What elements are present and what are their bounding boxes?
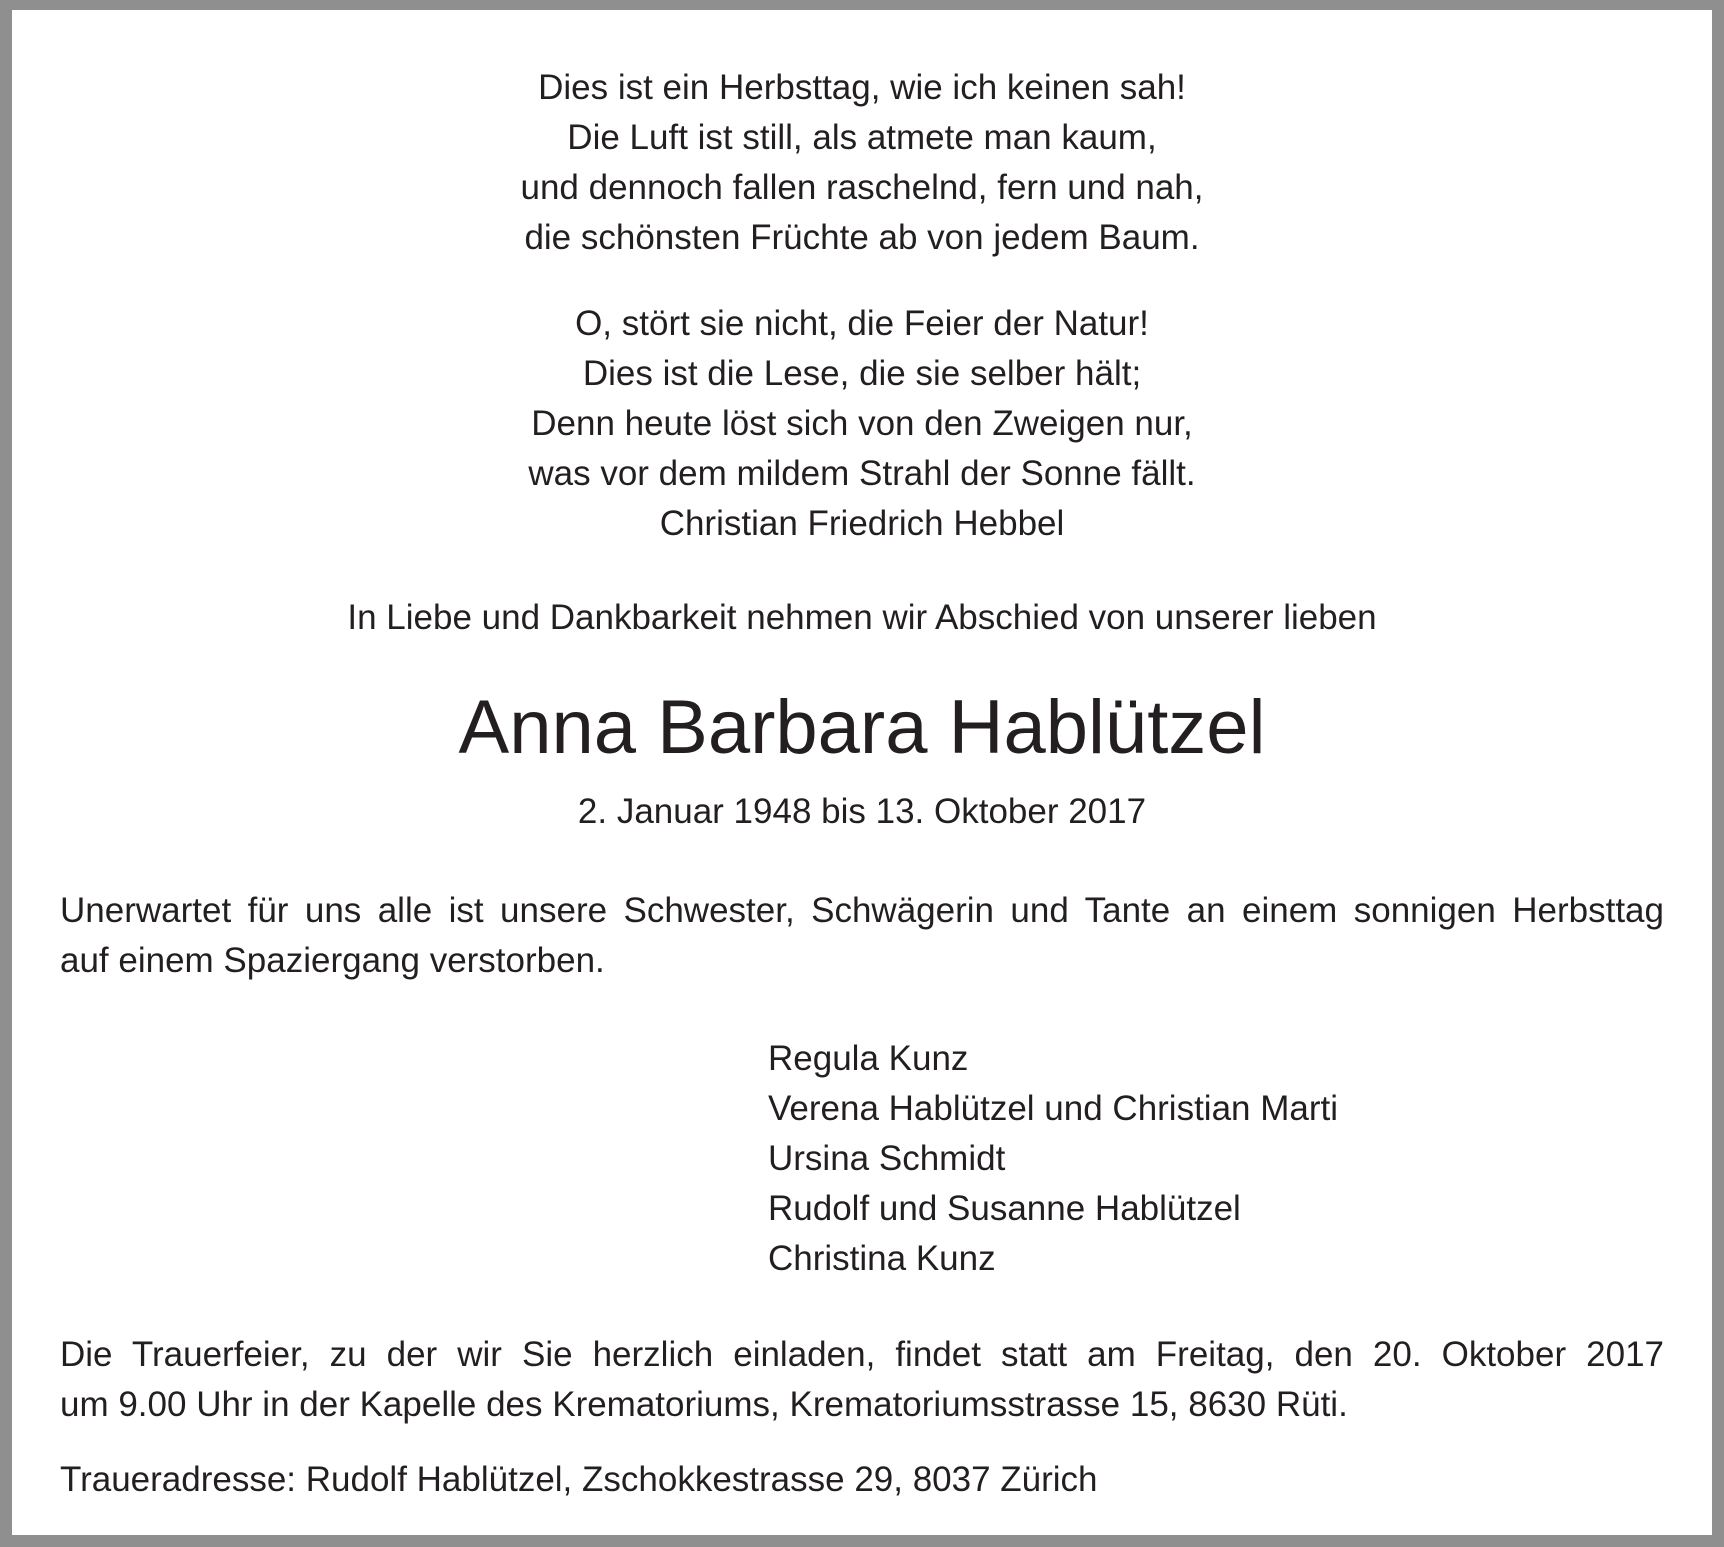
mourner-name: Regula Kunz — [768, 1039, 969, 1078]
poem-line: Die Luft ist still, als atmete man kaum, — [567, 118, 1157, 157]
deceased-name: Anna Barbara Hablützel — [458, 685, 1266, 770]
mourning-address: Traueradresse: Rudolf Hablützel, Zschokkestrasse 29, 8037 Zürich — [60, 1460, 1098, 1499]
mourner-name: Ursina Schmidt — [768, 1139, 1006, 1178]
message-line: auf einem Spaziergang verstorben. — [60, 941, 605, 980]
obituary-notice — [12, 10, 1712, 1535]
ceremony-line: um 9.00 Uhr in der Kapelle des Krematoriums, Krematoriumsstrasse 15, 8630 Rüti. — [60, 1385, 1348, 1424]
life-dates: 2. Januar 1948 bis 13. Oktober 2017 — [577, 792, 1147, 831]
poem-line: Dies ist die Lese, die sie selber hält; — [582, 354, 1142, 393]
mourner-name: Verena Hablützel und Christian Marti — [768, 1089, 1339, 1128]
mourner-name: Rudolf und Susanne Hablützel — [768, 1189, 1241, 1228]
poem-line: die schönsten Früchte ab von jedem Baum. — [524, 218, 1200, 257]
intro-text: In Liebe und Dankbarkeit nehmen wir Abschied von unserer lieben — [347, 598, 1377, 637]
poem-author: Christian Friedrich Hebbel — [659, 504, 1065, 543]
poem-line: was vor dem mildem Strahl der Sonne fällt. — [528, 454, 1196, 493]
ceremony-line: Die Trauerfeier, zu der wir Sie herzlich einladen, findet statt am Freitag, den 20. Oktober 2017 — [60, 1335, 1664, 1374]
poem-line: O, stört sie nicht, die Feier der Natur! — [575, 304, 1149, 343]
poem-line: Dies ist ein Herbsttag, wie ich keinen sah! — [538, 68, 1186, 107]
message-line: Unerwartet für uns alle ist unsere Schwester, Schwägerin und Tante an einem sonnigen Herbsttag — [60, 891, 1664, 930]
mourner-name: Christina Kunz — [768, 1239, 996, 1278]
poem-line: und dennoch fallen raschelnd, fern und nah, — [520, 168, 1204, 207]
poem-line: Denn heute löst sich von den Zweigen nur, — [531, 404, 1193, 443]
